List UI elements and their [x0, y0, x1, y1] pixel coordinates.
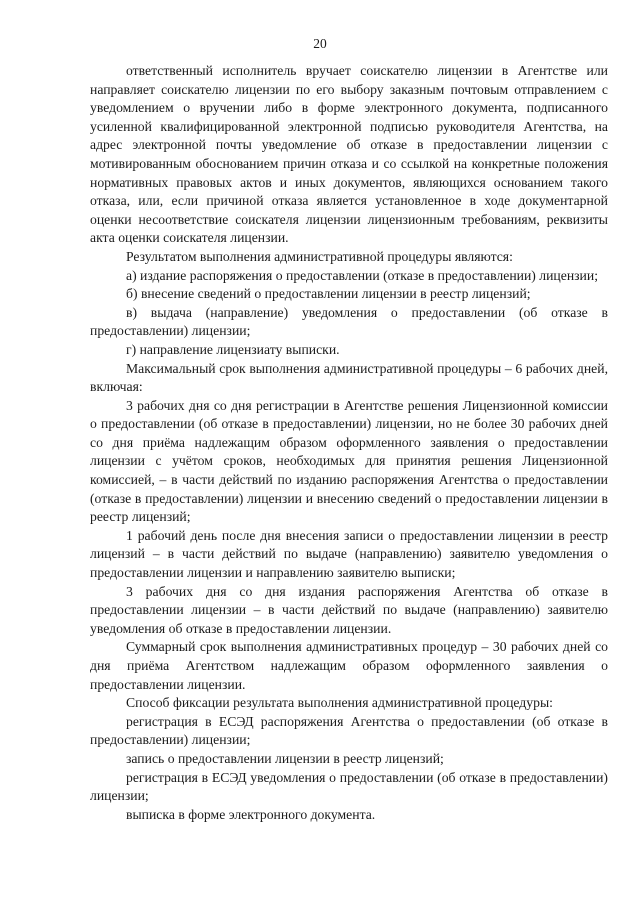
paragraph: Способ фиксации результата выполнения административной процедуры: — [126, 695, 553, 711]
document-body — [90, 62, 608, 824]
paragraph: Суммарный срок выполнения административных процедур – 30 рабочих дней со дня приёма Агентством надлежащим образом оформленного заявления о предоставлении лицензии. — [90, 639, 608, 692]
paragraph: выписка в форме электронного документа. — [126, 806, 376, 822]
paragraph: Результатом выполнения административной процедуры являются: — [126, 248, 513, 264]
paragraph: в) выдача (направление) уведомления о предоставлении (об отказе в предоставлении) лицензии; — [90, 304, 608, 339]
paragraph: регистрация в ЕСЭД уведомления о предоставлении (об отказе в предоставлении) лицензии; — [90, 769, 608, 804]
paragraph: ответственный исполнитель вручает соискателю лицензии в Агентстве или направляет соискателю лицензии по его выбору заказным почтовым отправлением с уведомлением о вручении либо в форме электронного документа, подписанного усиленной квалифицированной электронной подписью руководителя Агентства, на адрес электронной почты уведомление об отказе в предоставлении лицензии с мотивированным обоснованием причин отказа и со ссылкой на конкретные положения нормативных правовых актов и иных документов, являющихся основанием такого отказа, или, если причиной отказа является установленное в ходе документарной оценки несоответствие соискателя лицензии лицензионным требованиям, реквизиты акта оценки соискателя лицензии. — [90, 63, 608, 246]
page-number: 20 — [313, 36, 327, 51]
paragraph: а) издание распоряжения о предоставлении (отказе в предоставлении) лицензии; — [126, 267, 599, 283]
paragraph: г) направление лицензиату выписки. — [126, 341, 340, 357]
paragraph: регистрация в ЕСЭД распоряжения Агентства о предоставлении (об отказе в предоставлении) лицензии; — [90, 713, 608, 748]
paragraph: Максимальный срок выполнения административной процедуры – 6 рабочих дней, включая: — [90, 360, 608, 395]
paragraph: 3 рабочих дня со дня издания распоряжения Агентства об отказе в предоставлении лицензии – в части действий по выдаче (направлению) заявителю уведомления об отказе в предоставлении лицензии. — [90, 583, 608, 636]
paragraph: 1 рабочий день после дня внесения записи о предоставлении лицензии в реестр лицензий – в части действий по выдаче (направлению) заявителю уведомления о предоставлении лицензии и направлению заявителю выписки; — [90, 527, 608, 581]
paragraph: запись о предоставлении лицензии в реестр лицензий; — [126, 750, 444, 766]
paragraph: б) внесение сведений о предоставлении лицензии в реестр лицензий; — [126, 286, 531, 302]
paragraph: 3 рабочих дня со дня регистрации в Агентстве решения Лицензионной комиссии о предоставлении (об отказе в предоставлении) лицензии, но не более 30 рабочих дней со дня приёма надлежащим образом оформленного заявления о предоставлении лицензии с учётом сроков, необходимых для принятия решения Лицензионной комиссией, – в части действий по изданию распоряжения Агентства о предоставлении (отказе в предоставлении) лицензии и внесению сведений о предоставлении лицензии в реестр лицензий; — [90, 397, 608, 525]
